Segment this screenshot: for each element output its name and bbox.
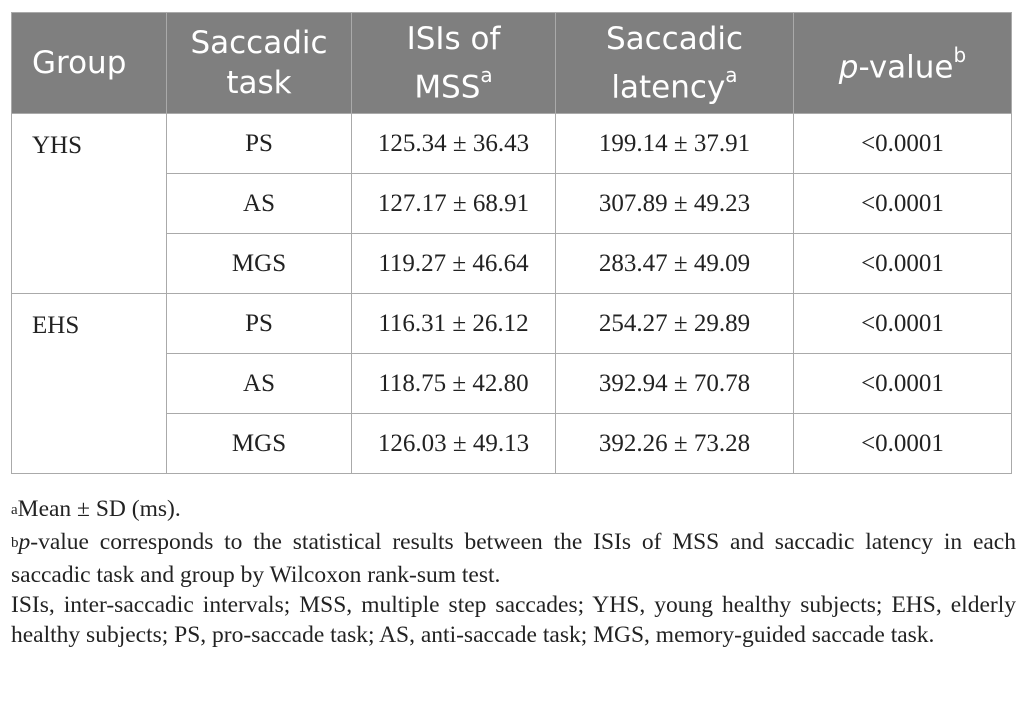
isi-cell: 127.17 ± 68.91 [352, 174, 556, 234]
header-saccadic-task: Saccadic task [167, 13, 352, 114]
header-saccadic-latency: Saccadic latency$^a$ [556, 13, 794, 114]
isi-cell: 126.03 ± 49.13 [352, 414, 556, 474]
header-group: Group [12, 13, 167, 114]
results-table [11, 12, 1012, 474]
isi-cell: 119.27 ± 46.64 [352, 234, 556, 294]
isi-cell: 118.75 ± 42.80 [352, 354, 556, 414]
latency-cell: 392.94 ± 70.78 [556, 354, 794, 414]
p-value-cell: <0.0001 [794, 174, 1012, 234]
latency-cell: 392.26 ± 73.28 [556, 414, 794, 474]
task-cell: PS [167, 114, 352, 174]
latency-cell: 199.14 ± 37.91 [556, 114, 794, 174]
latency-cell: 283.47 ± 49.09 [556, 234, 794, 294]
p-value-cell: <0.0001 [794, 354, 1012, 414]
p-value-cell: <0.0001 [794, 114, 1012, 174]
group-cell: YHS [12, 114, 167, 294]
task-cell: PS [167, 294, 352, 354]
footnote-a: $^a$Mean ± SD (ms). [11, 496, 181, 522]
task-cell: AS [167, 354, 352, 414]
header-row [12, 13, 1012, 114]
table-container [11, 12, 1011, 474]
latency-cell: 307.89 ± 49.23 [556, 174, 794, 234]
group-cell: EHS [12, 294, 167, 474]
table-row [12, 294, 1012, 354]
task-cell: AS [167, 174, 352, 234]
isi-cell: 125.34 ± 36.43 [352, 114, 556, 174]
footnote-b: $^b$p-value corresponds to the statistical results between the ISIs of MSS and saccadic latency in each saccadic task and group by Wilcoxon rank-sum test. [11, 529, 1016, 588]
task-cell: MGS [167, 234, 352, 294]
p-value-cell: <0.0001 [794, 294, 1012, 354]
footnotes [11, 494, 1016, 650]
abbreviations-note: ISIs, inter-saccadic intervals; MSS, multiple step saccades; YHS, young healthy subjects; EHS, elderly healthy subjects; PS, pro-saccade task; AS, anti-saccade task; MGS, memory-guided saccade task. [11, 592, 1016, 648]
isi-cell: 116.31 ± 26.12 [352, 294, 556, 354]
header-isis-of-mss: ISIs of MSS$^a$ [352, 13, 556, 114]
task-cell: MGS [167, 414, 352, 474]
table-row [12, 114, 1012, 174]
p-value-cell: <0.0001 [794, 414, 1012, 474]
p-value-cell: <0.0001 [794, 234, 1012, 294]
latency-cell: 254.27 ± 29.89 [556, 294, 794, 354]
header-p-value: p-value$^b$ [794, 13, 1012, 114]
